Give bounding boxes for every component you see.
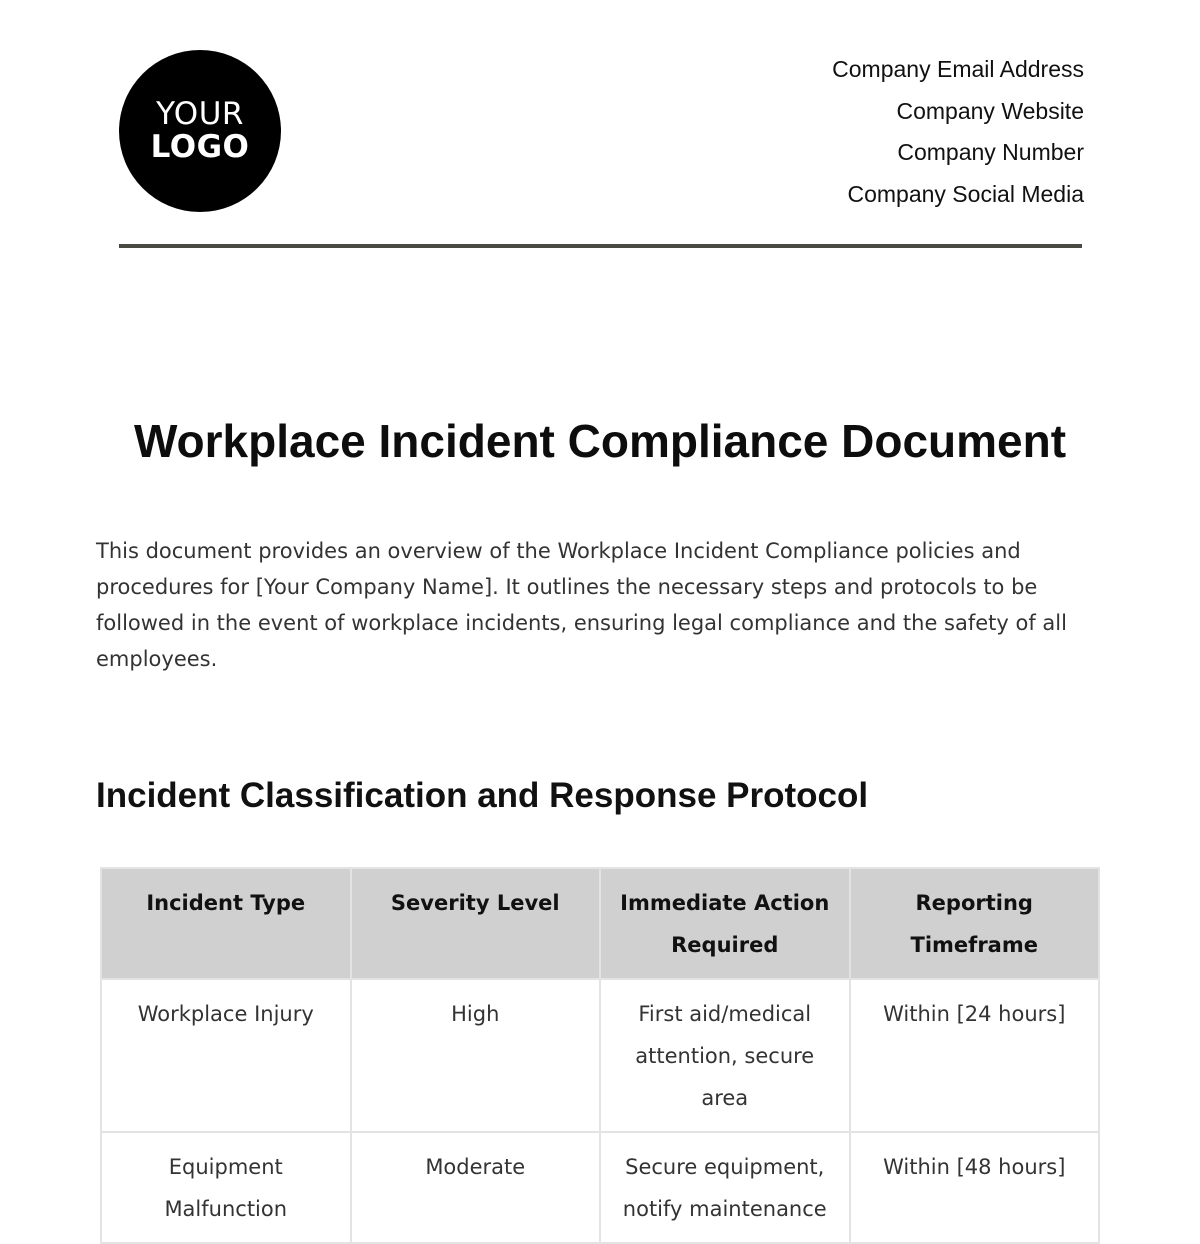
document-title: Workplace Incident Compliance Document (133, 415, 1067, 467)
header-incident-type: Incident Type (101, 868, 351, 979)
header-reporting-timeframe: Reporting Timeframe (850, 868, 1100, 979)
company-social-media: Company Social Media (847, 180, 1084, 207)
intro-paragraph: This document provides an overview of the Workplace Incident Compliance policies and procedures for [Your Company Name]. It outlines the necessary steps and protocols to be followed in the event of workplace incidents, ensuring legal compliance and the safety of all employees. (96, 539, 1067, 671)
company-email: Company Email Address (832, 56, 1084, 82)
cell-immediate-action: Secure equipment, notify maintenance (600, 1132, 850, 1243)
cell-reporting-timeframe: Within [24 hours] (850, 979, 1100, 1132)
company-contact-block (832, 52, 1084, 218)
cell-immediate-action: First aid/medical attention, secure area (600, 979, 850, 1132)
incident-classification-table (100, 867, 1100, 1244)
table-header-row (101, 868, 1099, 979)
table-row (101, 979, 1099, 1132)
cell-severity-level: High (351, 979, 601, 1132)
logo-line-1: YOUR (156, 96, 244, 133)
company-website: Company Website (896, 97, 1084, 124)
cell-reporting-timeframe: Within [48 hours] (850, 1132, 1100, 1243)
incident-table-container (100, 867, 1100, 1244)
company-number: Company Number (897, 139, 1084, 165)
header-immediate-action: Immediate Action Required (600, 868, 850, 979)
cell-severity-level: Moderate (351, 1132, 601, 1243)
cell-incident-type: Workplace Injury (101, 979, 351, 1132)
section-title: Incident Classification and Response Protocol (96, 776, 869, 815)
company-logo (119, 50, 281, 212)
header-severity-level: Severity Level (351, 868, 601, 979)
header-divider (119, 244, 1082, 248)
logo-line-2: LOGO (150, 129, 250, 165)
cell-incident-type: Equipment Malfunction (101, 1132, 351, 1243)
table-row (101, 1132, 1099, 1243)
